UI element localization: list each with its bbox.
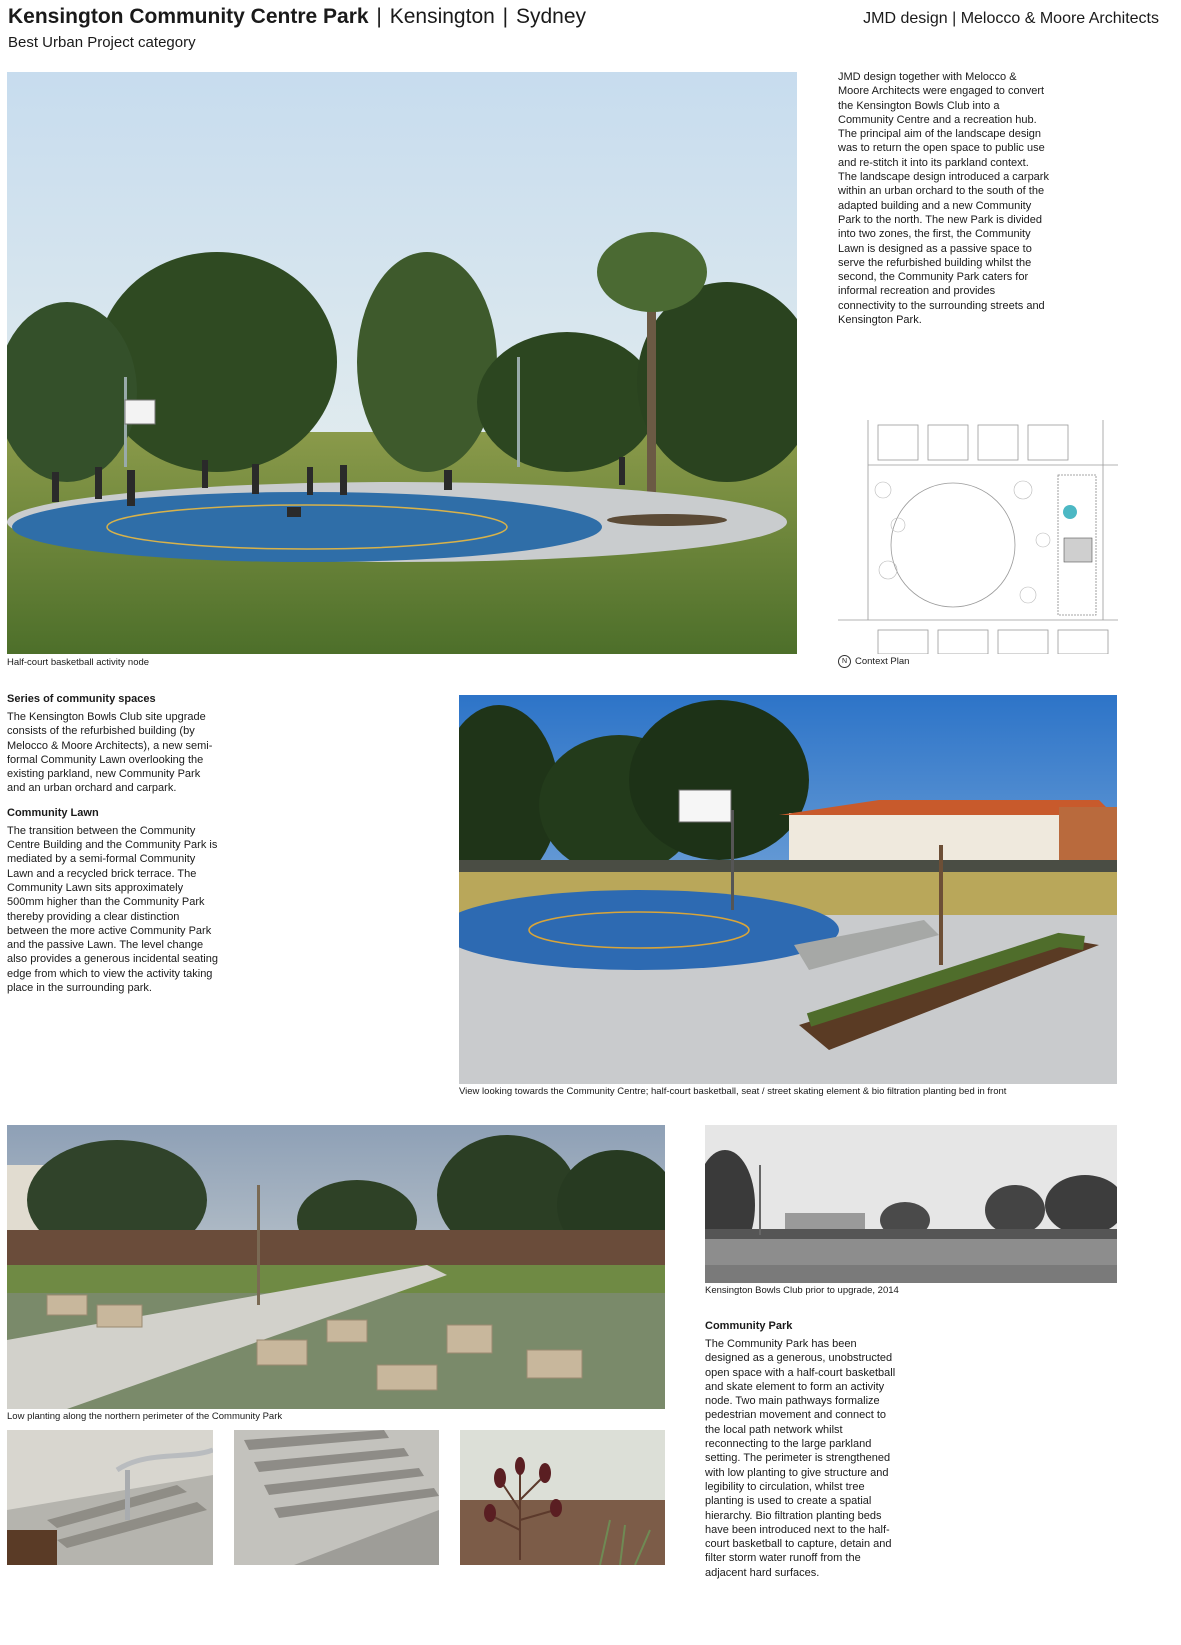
stair-handrail-photo: [7, 1430, 213, 1565]
project-name: Kensington Community Centre Park: [8, 5, 369, 28]
basketball-caption: Half-court basketball activity node: [7, 657, 150, 668]
skate-edge-photo: [234, 1430, 439, 1565]
design-firms: JMD design | Melocco & Moore Architects: [863, 10, 1159, 27]
lawn-heading: Community Lawn: [7, 806, 99, 819]
page-title: [8, 4, 586, 30]
park-text: The Community Park has been designed as a generous, unobstructed open space with a half-court basketball and skate element to form an activity node. Two main pathways formalize pedestrian movement and connect to the local path network whilst reconnecting to the large parkland setting. The perimeter is strengthened with low planting to give structure and legibility to circulation, whilst tree planting is used to create a spatial hierarchy. Bio filtration planting beds have been introduced next to the half-court basketball to capture, detain and filter storm water runoff from the adjacent hard surfaces.: [705, 1338, 896, 1579]
title-separator: |: [502, 5, 509, 28]
kangaroo-paw-photo: [460, 1430, 665, 1565]
community-centre-photo: [459, 695, 1117, 1084]
park-section: [705, 1319, 901, 1590]
north-arrow-icon: N: [838, 655, 851, 668]
park-heading: Community Park: [705, 1320, 793, 1332]
context-plan-caption: [838, 655, 909, 668]
basketball-photo: [7, 72, 797, 654]
series-text: The Kensington Bowls Club site upgrade consists of the refurbished building (by Melocco & Moore Architects), a new semi-formal Community Lawn overlooking the existing parkland, new Community Park and an urban orchard and carpark.: [7, 711, 213, 795]
suburb: Kensington: [389, 5, 495, 28]
city: Sydney: [515, 5, 587, 28]
intro-text: JMD design together with Melocco & Moore Architects were engaged to convert the Kensington Bowls Club into a Community Centre and a recreation hub. The principal aim of the landscape design was to return the open space to public use and re-stitch it into its parkland context. The landscape design introduced a carpark within an urban orchard to the south of the adapted building and a new Community Park to the north. The new Park is divided into two zones, the first, the Community Lawn is designed as a passive space to serve the refurbished building whilst the second, the Community Park caters for informal recreation and provides connectivity to the surrounding streets and Kensington Park.: [838, 71, 1049, 327]
title-separator: |: [376, 5, 382, 28]
lawn-text: The transition between the Community Centre Building and the Community Park is mediated by a semi-formal Community Lawn and a recycled brick terrace. The Community Lawn sits approximately 500mm higher than the Community Park thereby providing a clear distinction between the more active Community Park and the passive Lawn. The level change also provides a generous incidental seating edge from which to view the activity taking place in the surrounding park.: [7, 824, 218, 995]
community-centre-caption: View looking towards the Community Centre; half-court basketball, seat / street skating element & bio filtration planting bed in front: [459, 1086, 1007, 1097]
low-planting-caption: Low planting along the northern perimeter of the Community Park: [7, 1411, 283, 1422]
bowls-club-photo: [705, 1125, 1117, 1283]
series-heading: Series of community spaces: [7, 693, 156, 705]
award-category: Best Urban Project category: [8, 34, 196, 51]
context-plan: [838, 420, 1118, 654]
bowls-club-caption: Kensington Bowls Club prior to upgrade, 2014: [705, 1285, 899, 1296]
series-section: [7, 692, 219, 1005]
context-plan-label: Context Plan: [855, 656, 910, 668]
low-planting-photo: [7, 1125, 665, 1409]
